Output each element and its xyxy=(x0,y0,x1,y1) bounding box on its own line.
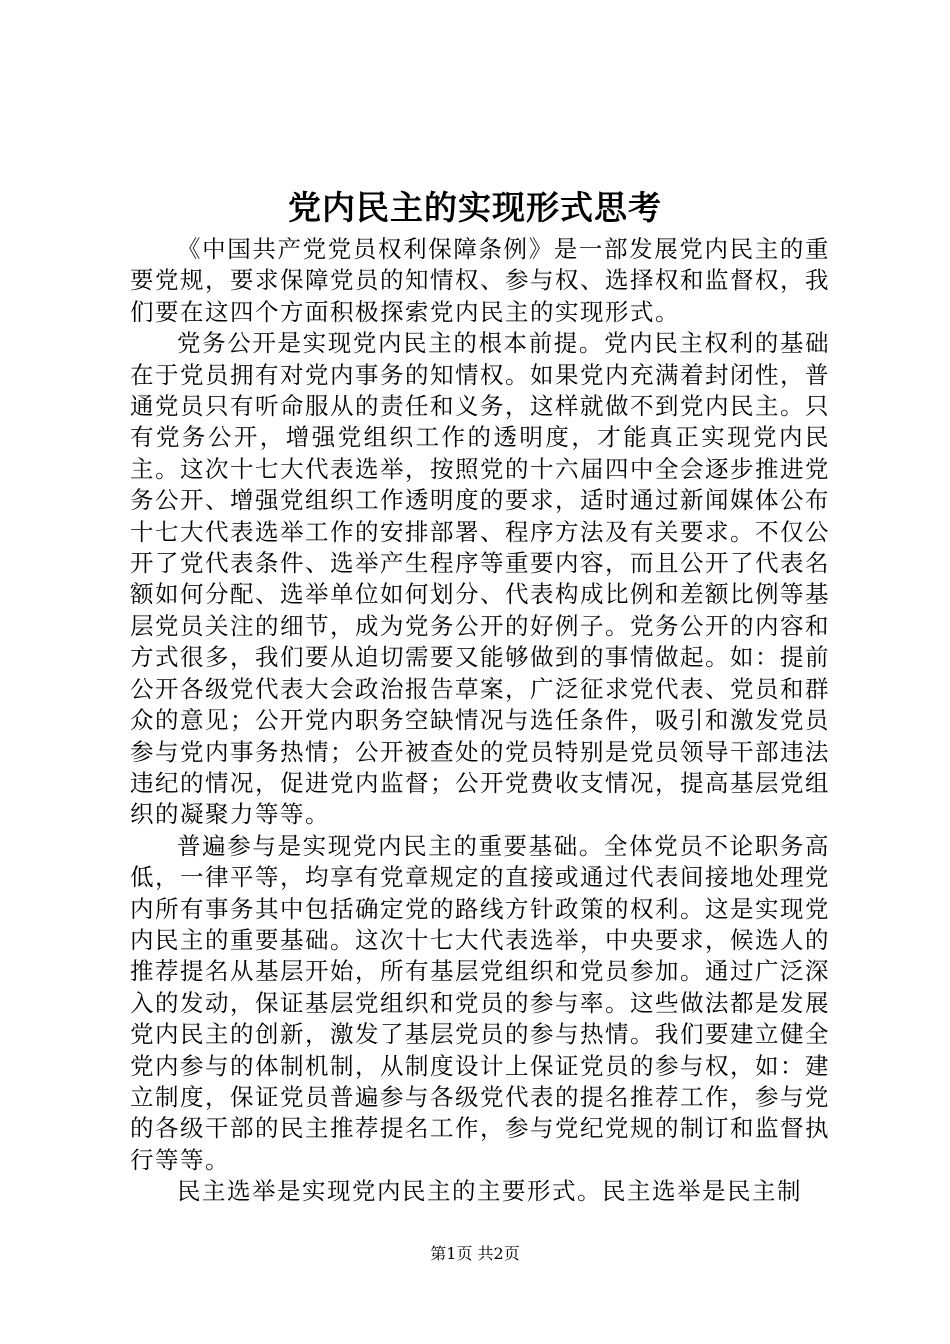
paragraph-intro: 《中国共产党党员权利保障条例》是一部发展党内民主的重要党规，要求保障党员的知情权、参与权、选择权和监督权，我们要在这四个方面积极探索党内民主的实现形式。 xyxy=(130,235,830,326)
paragraph-democratic-election: 民主选举是实现党内民主的主要形式。民主选举是民主制 xyxy=(177,1177,802,1206)
page-footer: 第1页 共2页 xyxy=(430,1244,520,1263)
paragraph-universal-participation: 普遍参与是实现党内民主的重要基础。全体党员不论职务高低，一律平等，均享有党章规定的直接或通过代表间接地处理党内所有事务其中包括确定党的路线方针政策的权利。这是实现党内民主的重要基础。这次十七大代表选举，中央要求，候选人的推荐提名从基层开始，所有基层党组织和党员参加。通过广泛深入的发动，保证基层党组织和党员的参与率。这些做法都是发展党内民主的创新，激发了基层党员的参与热情。我们要建立健全党内参与的体制机制，从制度设计上保证党员的参与权，如：建立制度，保证党员普遍参与各级党代表的提名推荐工作，参与党的各级干部的民主推荐提名工作，参与党纪党规的制订和监督执行等等。 xyxy=(130,831,830,1174)
paragraph-party-affairs-openness: 党务公开是实现党内民主的根本前提。党内民主权利的基础在于党员拥有对党内事务的知情权。如果党内充满着封闭性，普通党员只有听命服从的责任和义务，这样就做不到党内民主。只有党务公开，增强党组织工作的透明度，才能真正实现党内民主。这次十七大代表选举，按照党的十六届四中全会逐步推进党务公开、增强党组织工作透明度的要求，适时通过新闻媒体公布十七大代表选举工作的安排部署、程序方法及有关要求。不仅公开了党代表条件、选举产生程序等重要内容，而且公开了代表名额如何分配、选举单位如何划分、代表构成比例和差额比例等基层党员关注的细节，成为党务公开的好例子。党务公开的内容和方式很多，我们要从迫切需要又能够做到的事情做起。如：提前公开各级党代表大会政治报告草案，广泛征求党代表、党员和群众的意见；公开党内职务空缺情况与选任条件，吸引和激发党员参与党内事务热情；公开被查处的党员特别是党员领导干部违法违纪的情况，促进党内监督；公开党费收支情况，提高基层党组织的凝聚力等等。 xyxy=(130,329,830,829)
document-body xyxy=(130,234,830,1208)
document-title: 党内民主的实现形式思考 xyxy=(288,188,662,227)
